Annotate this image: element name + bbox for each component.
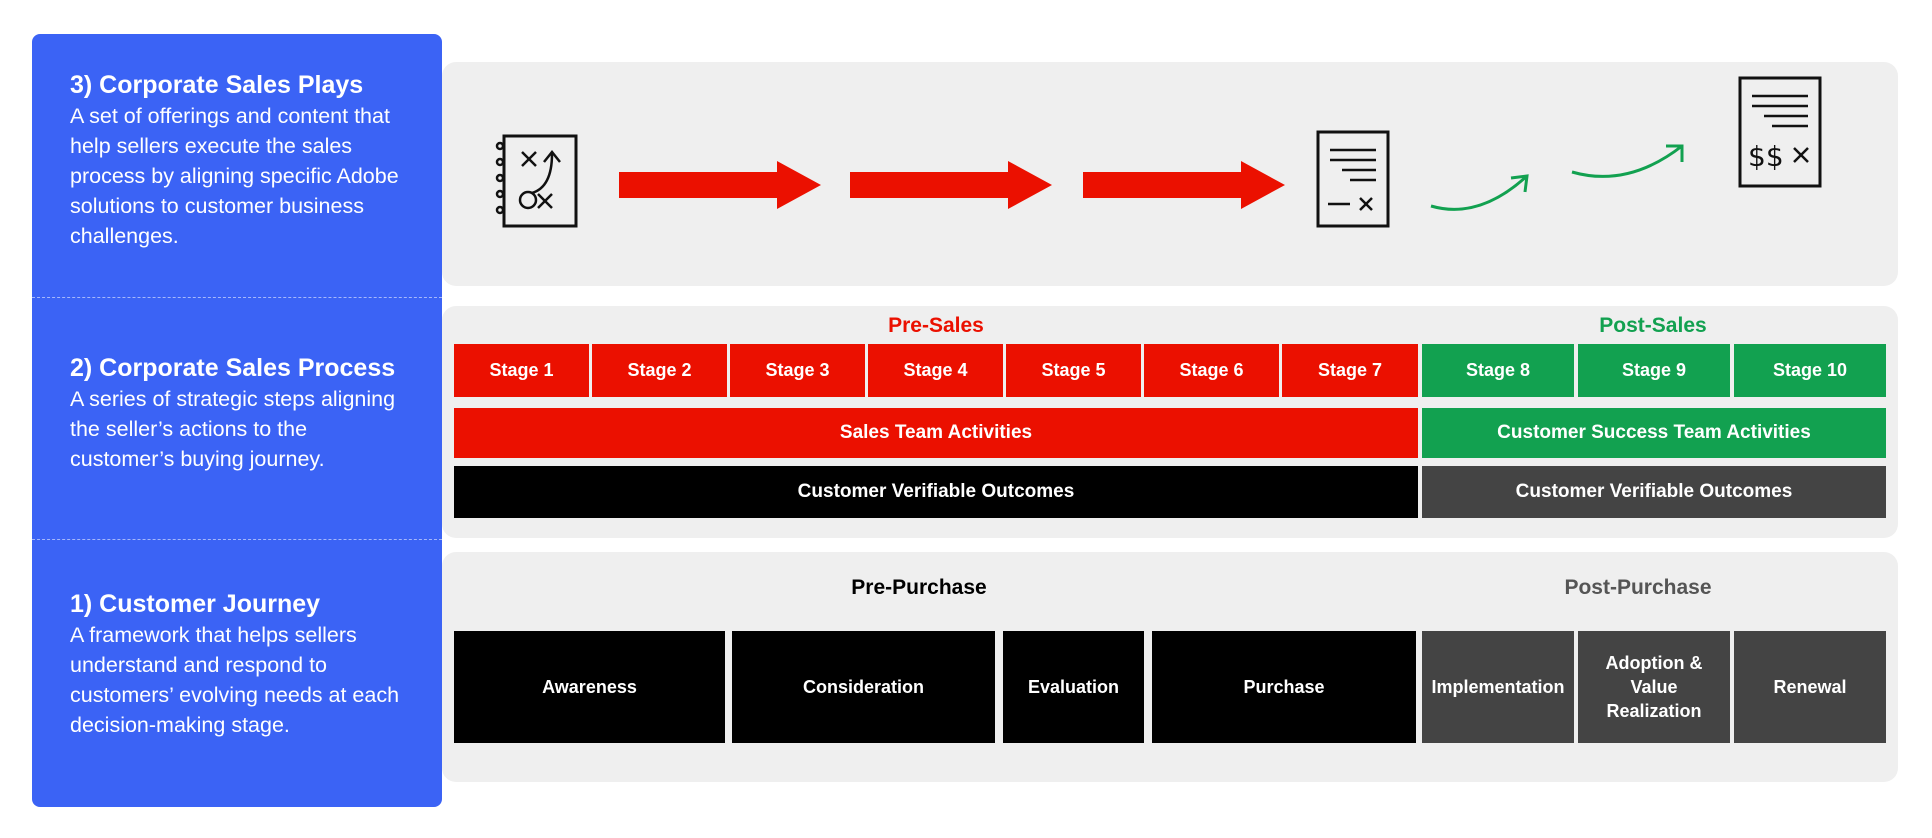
- customer-verifiable-outcomes-pre: Customer Verifiable Outcomes: [454, 466, 1418, 518]
- pre-purchase-label: Pre-Purchase: [851, 576, 987, 599]
- stage-5: Stage 5: [1006, 344, 1141, 397]
- stage-1: Stage 1: [454, 344, 589, 397]
- journey-title: 1) Customer Journey: [70, 590, 321, 618]
- strategy-playbook-icon: [492, 132, 582, 232]
- phase-consideration: Consideration: [732, 631, 995, 743]
- plays-title: 3) Corporate Sales Plays: [70, 71, 364, 99]
- stage-9: Stage 9: [1578, 344, 1730, 397]
- post-purchase-label: Post-Purchase: [1564, 576, 1712, 599]
- process-description: A series of strategic steps aligning the seller’s actions to the customer’s buying journey.: [70, 387, 396, 471]
- stage-4: Stage 4: [868, 344, 1003, 397]
- stage-10: Stage 10: [1734, 344, 1886, 397]
- sales-team-activities: Sales Team Activities: [454, 408, 1418, 458]
- post-sales-label: Post-Sales: [1599, 314, 1707, 337]
- customer-success-activities: Customer Success Team Activities: [1422, 408, 1886, 458]
- contract-document-icon: [1316, 130, 1390, 228]
- pre-sales-label: Pre-Sales: [888, 314, 984, 337]
- stage-3: Stage 3: [730, 344, 865, 397]
- process-title: 2) Corporate Sales Process: [70, 354, 396, 382]
- journey-description: A framework that helps sellers understand and respond to customers’ evolving needs at each decision-making stage.: [70, 623, 400, 737]
- customer-verifiable-outcomes-post: Customer Verifiable Outcomes: [1422, 466, 1886, 518]
- invoice-dollar-icon: [1738, 76, 1822, 188]
- stage-2: Stage 2: [592, 344, 727, 397]
- phase-adoption-value-realization: Adoption & Value Realization: [1578, 631, 1730, 743]
- stage-6: Stage 6: [1144, 344, 1279, 397]
- phase-purchase: Purchase: [1152, 631, 1416, 743]
- phase-implementation: Implementation: [1422, 631, 1574, 743]
- svg-text:$$: $$: [1748, 140, 1784, 173]
- plays-description: A set of offerings and content that help sellers execute the sales process by aligning specific Adobe solutions to customer business challenges.: [70, 104, 399, 248]
- sales-plays-panel: [442, 62, 1898, 286]
- phase-renewal: Renewal: [1734, 631, 1886, 743]
- phase-awareness: Awareness: [454, 631, 725, 743]
- arrow-right-icon: [850, 161, 1052, 209]
- divider: [32, 297, 442, 298]
- divider: [32, 539, 442, 540]
- growth-curve-icon: [1429, 172, 1533, 212]
- growth-curve-icon: [1570, 142, 1688, 184]
- arrow-right-icon: [619, 161, 821, 209]
- stage-7: Stage 7: [1282, 344, 1418, 397]
- arrow-right-icon: [1083, 161, 1285, 209]
- left-panel: [32, 34, 442, 807]
- phase-evaluation: Evaluation: [1003, 631, 1144, 743]
- stage-8: Stage 8: [1422, 344, 1574, 397]
